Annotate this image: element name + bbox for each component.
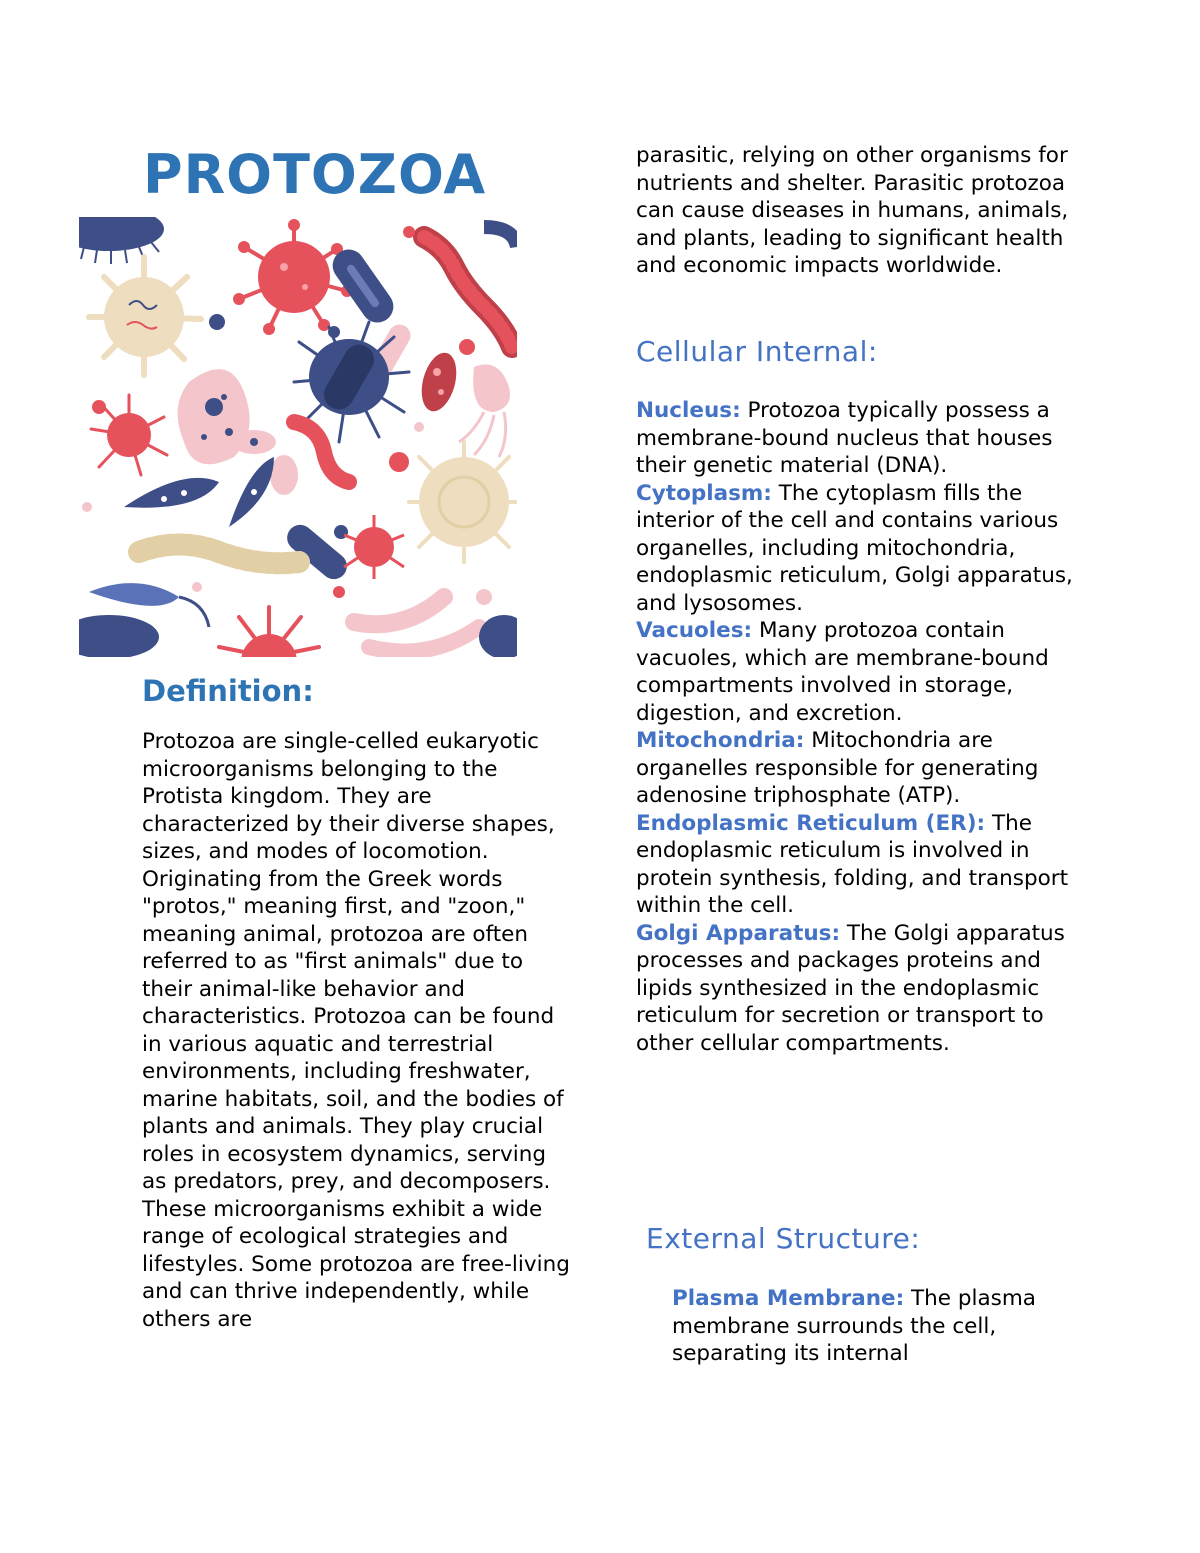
microorganisms-illustration xyxy=(79,217,517,657)
definition-heading: Definition: xyxy=(142,674,314,708)
item-text: Many protozoa contain vacuoles, which are membrane-bound compartments involved in storage, digestion, and excretion. xyxy=(636,618,1049,726)
list-item xyxy=(636,920,1076,1058)
item-text: Mitochondria are organelles responsible for generating adenosine triphosphate (ATP). xyxy=(636,728,1039,808)
item-text: The Golgi apparatus processes and packages proteins and lipids synthesized in the endoplasmic reticulum for secretion or transport to other cellular compartments. xyxy=(636,920,1065,1056)
list-item xyxy=(636,480,1076,618)
item-term: Plasma Membrane: xyxy=(672,1286,905,1311)
definition-body: Protozoa are single-celled eukaryotic microorganisms belonging to the Protista kingdom. They are characterized by their diverse shapes, sizes, and modes of locomotion. Originating from the Greek words "protos," meaning first, and "zoon," meaning animal, protozoa are often referred to as "first animals" due to their animal-like behavior and characteristics. Protozoa can be found in various aquatic and terrestrial environments, including freshwater, marine habitats, soil, and the bodies of plants and animals. They play crucial roles in ecosystem dynamics, serving as predators, prey, and decomposers. These microorganisms exhibit a wide range of ecological strategies and lifestyles. Some protozoa are free-living and can thrive independently, while others are xyxy=(142,729,570,1332)
cellular-internal-list xyxy=(636,397,1076,1057)
item-term: Mitochondria: xyxy=(636,728,805,753)
list-item xyxy=(636,727,1076,810)
cellular-internal-heading: Cellular Internal: xyxy=(636,335,878,368)
item-text: The endoplasmic reticulum is involved in protein synthesis, folding, and transport within the cell. xyxy=(636,810,1069,918)
item-term: Golgi Apparatus: xyxy=(636,920,841,946)
list-item xyxy=(672,1285,1072,1368)
definition-continuation: parasitic, relying on other organisms for nutrients and shelter. Parasitic protozoa can cause diseases in humans, animals, and plants, leading to significant health and economic impacts worldwide. xyxy=(636,143,1069,278)
item-term: Endoplasmic Reticulum (ER): xyxy=(636,810,986,836)
external-structure-heading: External Structure: xyxy=(646,1222,921,1255)
list-item xyxy=(636,397,1076,480)
page-title: PROTOZOA xyxy=(143,143,487,206)
item-term: Vacuoles: xyxy=(636,618,753,643)
microorganisms-illustration-svg xyxy=(79,217,517,657)
item-text: The cytoplasm fills the interior of the cell and contains various organelles, including mitochondria, endoplasmic reticulum, Golgi apparatus, and lysosomes. xyxy=(636,480,1073,616)
item-term: Nucleus: xyxy=(636,398,741,423)
list-item xyxy=(636,810,1076,920)
external-structure-list xyxy=(672,1285,1072,1368)
list-item xyxy=(636,617,1076,727)
item-text: Protozoa typically possess a membrane-bound nucleus that houses their genetic material (DNA). xyxy=(636,398,1053,478)
item-text: The plasma membrane surrounds the cell, separating its internal xyxy=(672,1286,1036,1366)
item-term: Cytoplasm: xyxy=(636,480,772,506)
